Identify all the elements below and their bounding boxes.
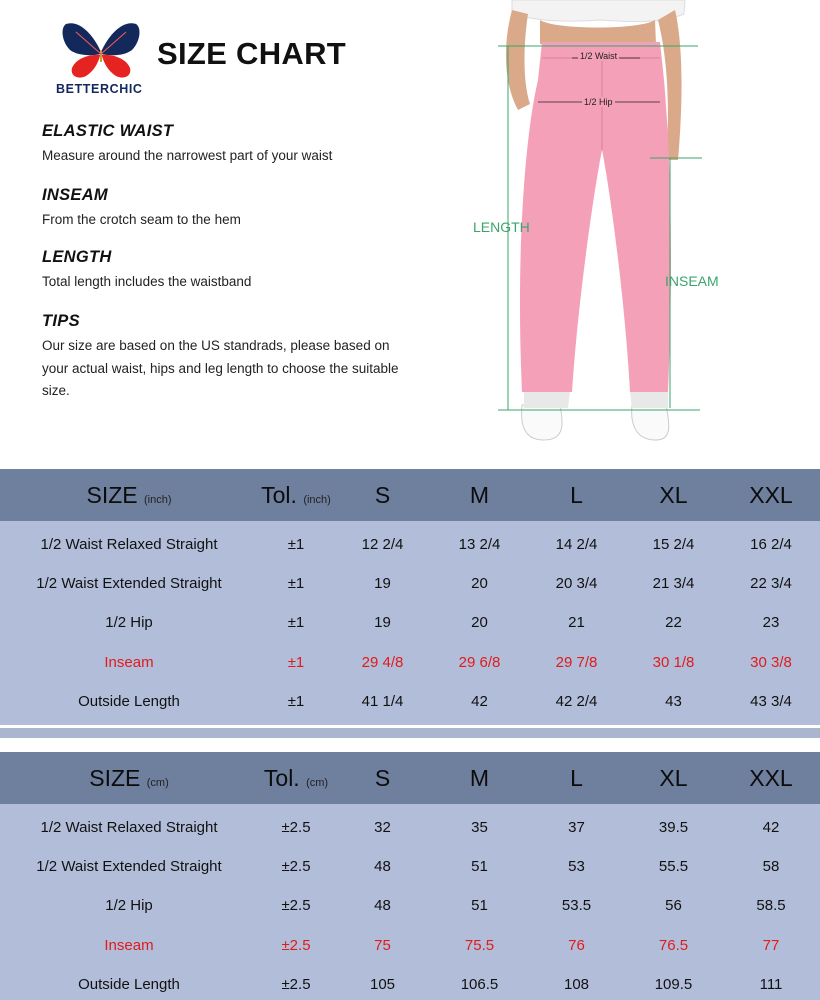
table-row: 1/2 Waist Extended Straight ±2.5 48 51 53 55.5 58 xyxy=(36,858,780,876)
table-header xyxy=(0,469,820,521)
table-body xyxy=(0,521,820,725)
info-tips xyxy=(42,312,412,403)
size-col-l: L xyxy=(570,481,583,508)
size-col-xl: XL xyxy=(659,764,688,791)
pants-illustration xyxy=(460,0,820,450)
table-body xyxy=(0,804,820,1000)
size-col-s: S xyxy=(374,481,391,508)
size-col-m: M xyxy=(469,764,490,791)
info-text: From the crotch seam to the hem xyxy=(42,212,241,227)
info-text: Our size are based on the US standrads, please based on your actual waist, hips and leg length to choose the suitable size. xyxy=(42,338,399,398)
size-col-m: M xyxy=(469,481,490,508)
table-row: 1/2 Waist Extended Straight ±1 19 20 20 3/4 21 3/4 22 3/4 xyxy=(36,575,792,593)
inseam-label: INSEAM xyxy=(665,273,719,289)
size-col-xxl: XXL xyxy=(749,481,793,508)
info-heading: ELASTIC WAIST xyxy=(42,122,174,140)
hip-label: 1/2 Hip xyxy=(584,97,613,107)
size-col-l: L xyxy=(570,764,583,791)
size-header: SIZE (inch) xyxy=(86,481,172,508)
size-col-s: S xyxy=(374,764,391,791)
size-col-xl: XL xyxy=(659,481,688,508)
waist-label: 1/2 Waist xyxy=(580,51,618,61)
table-row: Outside Length ±1 41 1/4 42 42 2/4 43 43 3/4 xyxy=(78,692,792,710)
page-title: SIZE CHART xyxy=(157,36,346,71)
info-heading: LENGTH xyxy=(42,248,112,266)
tol-header: Tol. (cm) xyxy=(263,764,329,791)
info-heading: INSEAM xyxy=(42,186,108,204)
info-elastic-waist xyxy=(42,122,422,168)
table-row: Outside Length ±2.5 105 106.5 108 109.5 111 xyxy=(78,975,783,993)
table-row: 1/2 Hip ±2.5 48 51 53.5 56 58.5 xyxy=(105,897,786,915)
table-row: 1/2 Waist Relaxed Straight ±1 12 2/4 13 2/4 14 2/4 15 2/4 16 2/4 xyxy=(40,536,792,554)
info-heading: TIPS xyxy=(42,312,80,330)
info-text: Total length includes the waistband xyxy=(42,274,252,289)
table-row-inseam: Inseam ±2.5 75 75.5 76 76.5 77 xyxy=(104,936,780,954)
table-header xyxy=(0,752,820,804)
size-header: SIZE (cm) xyxy=(89,764,169,791)
table-divider xyxy=(0,728,820,738)
cm-size-table xyxy=(0,752,820,1000)
table-row: 1/2 Hip ±1 19 20 21 22 23 xyxy=(105,614,780,632)
table-row: 1/2 Waist Relaxed Straight ±2.5 32 35 37 39.5 42 xyxy=(40,819,780,837)
info-text: Measure around the narrowest part of your waist xyxy=(42,148,333,163)
info-inseam xyxy=(42,186,422,232)
tol-header: Tol. (inch) xyxy=(261,481,331,508)
table-row-inseam: Inseam ±1 29 4/8 29 6/8 29 7/8 30 1/8 30 3/8 xyxy=(104,653,792,671)
info-length xyxy=(42,248,422,294)
inch-size-table xyxy=(0,469,820,725)
brand-name: BETTERCHIC xyxy=(56,82,143,96)
length-label: LENGTH xyxy=(473,219,530,235)
size-col-xxl: XXL xyxy=(749,764,793,791)
